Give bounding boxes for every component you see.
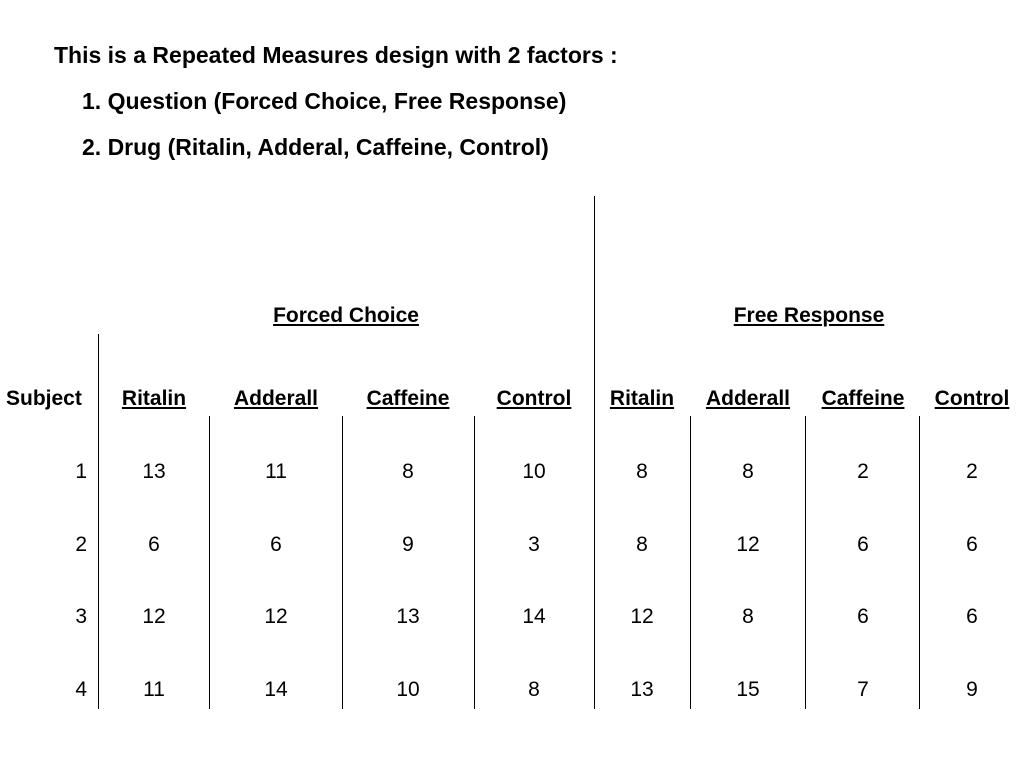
table-cell: 6 (270, 533, 282, 556)
intro-line-factor-drug: 2. Drug (Ritalin, Adderal, Caffeine, Control) (82, 134, 549, 160)
table-cell: 7 (857, 678, 869, 701)
table-cell: 12 (630, 605, 654, 628)
divider-col (209, 416, 210, 709)
subject-number: 2 (75, 533, 87, 556)
table-cell: 8 (742, 460, 754, 483)
table-cell: 15 (736, 678, 760, 701)
table-cell: 8 (636, 533, 648, 556)
subject-number: 1 (75, 460, 87, 483)
subject-number: 3 (75, 605, 87, 628)
divider-col (805, 416, 806, 709)
column-header-control: Control (934, 387, 1010, 410)
divider-col (474, 416, 475, 709)
subject-number: 4 (75, 678, 87, 701)
table-cell: 13 (396, 605, 420, 628)
table-cell: 8 (742, 605, 754, 628)
table-cell: 10 (396, 678, 420, 701)
divider-col (919, 416, 920, 709)
table-cell: 11 (143, 678, 165, 701)
table-cell: 6 (857, 605, 869, 628)
divider-subject (98, 334, 99, 709)
table-cell: 10 (522, 460, 546, 483)
column-header-ritalin: Ritalin (609, 387, 675, 410)
column-header-caffeine: Caffeine (366, 387, 450, 410)
table-cell: 6 (966, 605, 978, 628)
column-header-subject: Subject (6, 387, 82, 410)
divider-col (342, 416, 343, 709)
table-cell: 6 (857, 533, 869, 556)
table-cell: 9 (966, 678, 978, 701)
intro-line-factor-question: 1. Question (Forced Choice, Free Response) (82, 88, 567, 114)
group-header-free-response: Free Response (733, 304, 885, 327)
intro-line-design: This is a Repeated Measures design with 2 factors : (54, 42, 618, 68)
table-cell: 6 (148, 533, 160, 556)
table-cell: 8 (528, 678, 540, 701)
table-cell: 12 (142, 605, 166, 628)
group-header-forced-choice: Forced Choice (273, 304, 419, 327)
table-cell: 6 (966, 533, 978, 556)
table-cell: 13 (630, 678, 654, 701)
table-cell: 9 (402, 533, 414, 556)
table-cell: 14 (264, 678, 288, 701)
column-header-ritalin: Ritalin (121, 387, 187, 410)
table-cell: 2 (857, 460, 869, 483)
table-cell: 8 (402, 460, 414, 483)
table-cell: 3 (528, 533, 540, 556)
divider-group (594, 196, 595, 709)
table-cell: 2 (966, 460, 978, 483)
table-cell: 11 (265, 460, 287, 483)
table-cell: 12 (264, 605, 288, 628)
column-header-adderall: Adderall (233, 387, 319, 410)
divider-col (690, 416, 691, 709)
column-header-adderall: Adderall (705, 387, 791, 410)
column-header-caffeine: Caffeine (821, 387, 905, 410)
column-header-control: Control (496, 387, 572, 410)
table-cell: 8 (636, 460, 648, 483)
table-cell: 14 (522, 605, 546, 628)
table-cell: 13 (142, 460, 166, 483)
table-cell: 12 (736, 533, 760, 556)
